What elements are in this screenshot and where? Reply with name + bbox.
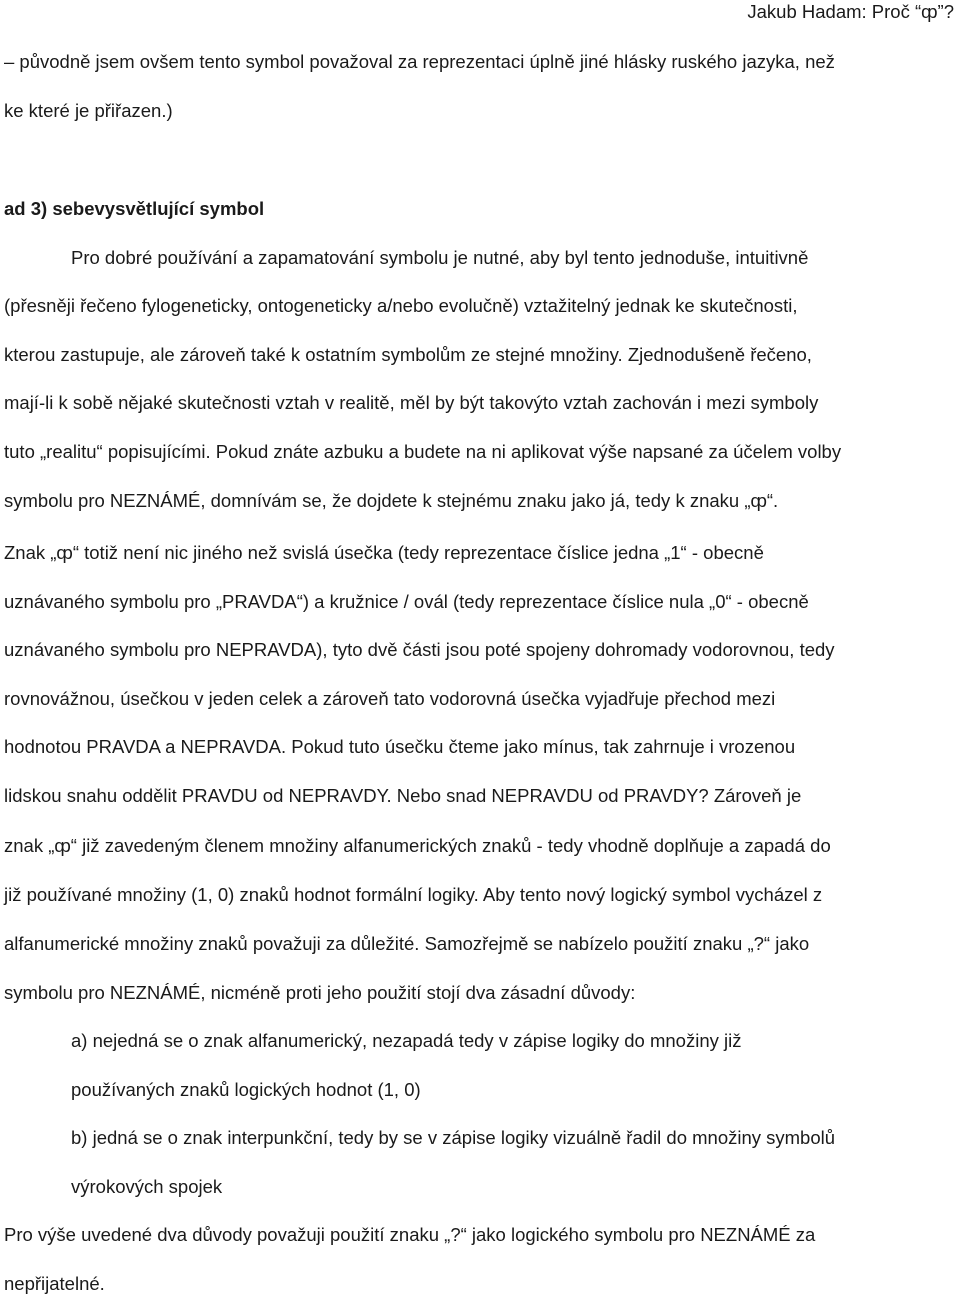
paragraph-line: mají-li k sobě nějaké skutečnosti vztah v realitě, měl by být takovýto vztah zachován i mezi symboly [4, 392, 819, 413]
conclusion-line: Pro výše uvedené dva důvody považuji použití znaku „?“ jako logického symbolu pro NEZNÁMÉ za [4, 1224, 816, 1245]
conclusion-line: nepřijatelné. [4, 1273, 105, 1294]
paragraph-line: rovnovážnou, úsečkou v jeden celek a zároveň tato vodorovná úsečka vyjadřuje přechod mezi [4, 688, 776, 709]
paragraph-line: uznávaného symbolu pro NEPRAVDA), tyto dvě části jsou poté spojeny dohromady vodorovnou, tedy [4, 639, 835, 660]
paragraph-line: alfanumerické množiny znaků považuji za důležité. Samozřejmě se nabízelo použití znaku „?“ jako [4, 933, 810, 954]
paragraph-line: kterou zastupuje, ale zároveň také k ostatním symbolům ze stejné množiny. Zjednodušeně řečeno, [4, 344, 812, 365]
paragraph-line: hodnotou PRAVDA a NEPRAVDA. Pokud tuto úsečku čteme jako mínus, tak zahrnuje i vrozenou [4, 736, 796, 757]
reason-b-line: výrokových spojek [71, 1176, 223, 1197]
intro-line: – původně jsem ovšem tento symbol považoval za reprezentaci úplně jiné hlásky ruského jazyka, než [4, 51, 835, 72]
paragraph-line: tuto „realitu“ popisujícími. Pokud znáte azbuku a budete na ni aplikovat výše napsané za účelem volby [4, 441, 842, 462]
reason-b-line: b) jedná se o znak interpunkční, tedy by se v zápise logiky vizuálně řadil do množiny symbolů [71, 1127, 836, 1148]
paragraph-line: lidskou snahu oddělit PRAVDU od NEPRAVDY. Nebo snad NEPRAVDU od PRAVDY? Zároveň je [4, 785, 802, 806]
paragraph-line: již používané množiny (1, 0) znaků hodnot formální logiky. Aby tento nový logický symbol vycházel z [4, 884, 823, 905]
paragraph-line: Znak „ȹ“ totiž není nic jiného než svislá úsečka (tedy reprezentace číslice jedna „1“ - obecně [4, 542, 764, 563]
reason-a-line: a) nejedná se o znak alfanumerický, nezapadá tedy v zápise logiky do množiny již [71, 1030, 742, 1051]
paragraph-line: uznávaného symbolu pro „PRAVDA“) a kružnice / ovál (tedy reprezentace číslice nula „0“ - obecně [4, 591, 809, 612]
section-heading: ad 3) sebevysvětlující symbol [4, 198, 265, 219]
intro-line: ke které je přiřazen.) [4, 100, 173, 121]
paragraph-line: symbolu pro NEZNÁMÉ, nicméně proti jeho použití stojí dva zásadní důvody: [4, 982, 636, 1003]
paragraph-line: symbolu pro NEZNÁMÉ, domnívám se, že dojdete k stejnému znaku jako já, tedy k znaku „ȹ“. [4, 490, 779, 511]
reason-a-line: používaných znaků logických hodnot (1, 0) [71, 1079, 421, 1100]
paragraph-line: Pro dobré používání a zapamatování symbolu je nutné, aby byl tento jednoduše, intuitivně [71, 247, 809, 268]
paragraph-line: znak „ȹ“ již zavedeným členem množiny alfanumerických znaků - tedy vhodně doplňuje a zapadá do [4, 835, 831, 856]
paragraph-line: (přesněji řečeno fylogeneticky, ontogeneticky a/nebo evolučně) vztažitelný jednak ke skutečnosti, [4, 295, 798, 316]
running-header: Jakub Hadam: Proč “ȹ”? [747, 1, 954, 22]
